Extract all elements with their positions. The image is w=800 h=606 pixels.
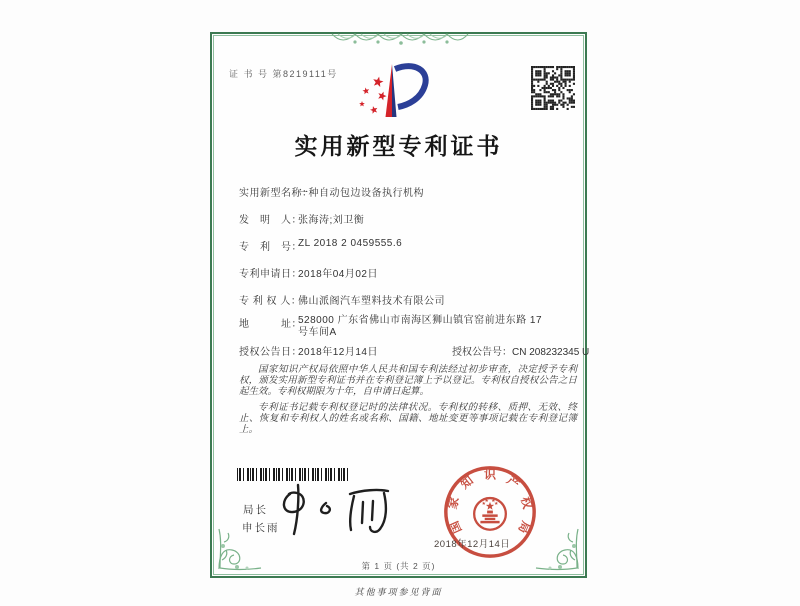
seal-char: 家 bbox=[445, 495, 462, 511]
field-label: 专 利 号： bbox=[239, 242, 302, 253]
field-row-grant bbox=[239, 343, 590, 358]
field-label: 授权公告号： bbox=[452, 347, 512, 358]
director-signature bbox=[274, 482, 404, 542]
legal-paragraph-1: 国家知识产权局依照中华人民共和国专利法经过初步审查，决定授予专利权，颁发实用新型专利证书并在专利登记簿上予以登记。专利权自授权公告之日起生效。专利权期限为十年，自申请日起算。 bbox=[239, 365, 577, 397]
field-label: 授权公告日： bbox=[239, 347, 302, 358]
certificate-number: 证 书 号 第8219111号 bbox=[229, 69, 338, 79]
seal-char: 局 bbox=[515, 518, 534, 536]
field-value: 张海涛;刘卫衡 bbox=[298, 215, 365, 226]
field-row-patent-no bbox=[239, 238, 402, 253]
field-row-name bbox=[239, 184, 424, 199]
seal-char: 知 bbox=[457, 473, 476, 492]
field-value: 佛山派阁汽车塑料技术有限公司 bbox=[298, 296, 445, 307]
field-row-filing-date bbox=[239, 265, 378, 280]
field-row-inventor bbox=[239, 211, 364, 226]
qr-code bbox=[531, 66, 575, 110]
legal-paragraph-2: 专利证书记载专利权登记时的法律状况。专利权的转移、质押、无效、终止、恢复和专利权人的姓名或名称、国籍、地址变更等事项记载在专利登记簿上。 bbox=[239, 403, 577, 435]
national-emblem-icon bbox=[474, 498, 506, 530]
seal-char: 识 bbox=[483, 467, 497, 482]
field-value: 2018年12月14日 bbox=[298, 347, 378, 358]
field-value: 528000 广东省佛山市南海区狮山镇官窑前进东路 17 号车间A bbox=[298, 315, 543, 338]
field-label: 专 利 权 人： bbox=[239, 296, 302, 307]
field-value: ZL 2018 2 0459555.6 bbox=[298, 238, 403, 249]
field-value: 一种自动包边设备执行机构 bbox=[298, 188, 424, 199]
seal-char: 国 bbox=[446, 518, 465, 536]
back-side-note: 其他事项参见背面 bbox=[354, 587, 443, 597]
certificate-sheet bbox=[210, 32, 590, 578]
grant-no-pair bbox=[452, 343, 589, 358]
field-label: 专利申请日： bbox=[239, 269, 302, 280]
field-value: CN 208232345 U bbox=[512, 347, 590, 358]
field-row-patentee bbox=[239, 292, 445, 307]
field-label: 地 址： bbox=[239, 319, 302, 330]
field-label: 发 明 人： bbox=[239, 215, 302, 226]
certificate-title: 实用新型专利证书 bbox=[294, 134, 503, 159]
director-name: 申长雨 bbox=[242, 522, 280, 534]
page-number: 第 1 页 (共 2 页) bbox=[361, 561, 436, 571]
director-title: 局长 bbox=[243, 504, 268, 516]
seal-char: 权 bbox=[518, 495, 535, 511]
top-lace-decoration bbox=[330, 32, 470, 48]
seal-char: 产 bbox=[504, 473, 523, 492]
field-value: 2018年04月02日 bbox=[298, 269, 378, 280]
seal-date: 2018年12月14日 bbox=[434, 539, 511, 550]
field-row-address bbox=[239, 315, 552, 339]
field-label: 实用新型名称： bbox=[239, 188, 313, 199]
barcode bbox=[237, 468, 350, 481]
cnipa-logo bbox=[352, 60, 432, 120]
